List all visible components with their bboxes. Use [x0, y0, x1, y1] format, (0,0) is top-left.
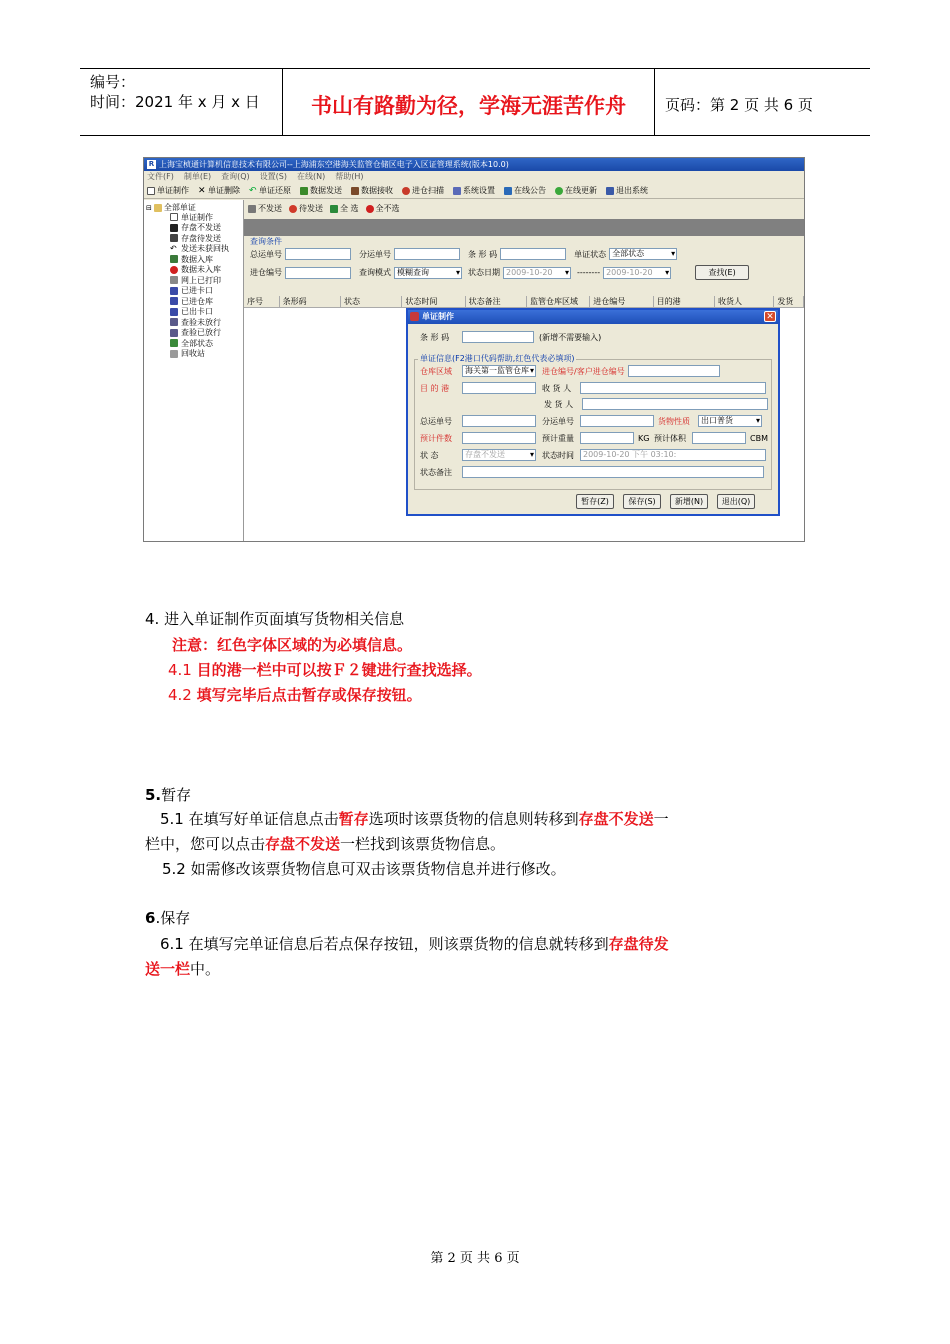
- folder-icon: [154, 204, 162, 212]
- s5-1-h: 一栏找到该票货物信息。: [340, 835, 506, 853]
- s6-1-line1: [160, 931, 669, 957]
- s6-1-b: 存盘待发: [608, 935, 669, 953]
- s5-1-line1: [160, 806, 669, 832]
- date-label: 状态日期: [468, 268, 500, 277]
- tree-item-in-gate[interactable]: [146, 286, 241, 297]
- pencil-icon: [170, 255, 178, 263]
- tb-send-button[interactable]: [300, 185, 342, 196]
- dlg-weight-unit: KG: [638, 433, 650, 443]
- dlg-row-estimates: [420, 432, 768, 444]
- tree-item-printed[interactable]: [146, 275, 241, 286]
- dlg-weight-label: 预计重量: [542, 433, 574, 443]
- tb-label: 在线更新: [565, 186, 597, 195]
- dlg-volume-input[interactable]: [692, 432, 746, 444]
- menu-settings[interactable]: 设置(S): [259, 172, 288, 181]
- close-icon[interactable]: ✕: [764, 311, 776, 322]
- gray-banner: [244, 219, 804, 236]
- tb-label: 系统设置: [463, 186, 495, 195]
- tb-label: 进仓扫描: [412, 186, 444, 195]
- s5-1-c: 选项时该票货物的信息则转移到: [368, 810, 579, 828]
- app-title: 上海宝桢通计算机信息技术有限公司--上海浦东空港海关监管仓储区电子入区证管理系统(版本10.0): [159, 160, 509, 169]
- dlg-cargo-type-label: 货物性质: [658, 416, 690, 426]
- error-icon: [170, 266, 178, 274]
- dlg-shipper-input[interactable]: [582, 398, 768, 410]
- dlg-row-status: [420, 449, 766, 461]
- pending-icon: [289, 205, 297, 213]
- tree-root[interactable]: [146, 203, 241, 212]
- col-status-time[interactable]: 状态时间: [402, 296, 465, 307]
- dlg-legend: 单证信息(F2港口代码帮助,红色代表必填项): [420, 354, 575, 363]
- tb-scan-button[interactable]: [402, 185, 444, 196]
- menu-make[interactable]: 制单(E): [183, 172, 212, 181]
- tree-item-in-warehouse[interactable]: [146, 296, 241, 307]
- col-warehouse[interactable]: 监管仓库区域: [527, 296, 590, 307]
- query-row-2: [250, 265, 749, 280]
- s4-note: [172, 632, 412, 658]
- s6-1-c: 送一栏: [145, 960, 191, 978]
- tb-label: 在线公告: [514, 186, 546, 195]
- col-in-no[interactable]: 进仓编号: [590, 296, 653, 307]
- tree-label: 查验未放行: [181, 317, 221, 327]
- dlg-in-no-label: 进仓编号/客户进仓编号: [542, 366, 625, 376]
- select-none-button[interactable]: [366, 203, 400, 214]
- dlg-status-time-label: 状态时间: [542, 450, 574, 460]
- app-screenshot: [143, 157, 805, 542]
- col-status[interactable]: 状态: [341, 296, 402, 307]
- date-to-picker[interactable]: 2009-10-20 ▾: [603, 267, 671, 279]
- date-dash: --------: [577, 268, 601, 277]
- s4-1-text: 目的港一栏中可以按Ｆ２键进行查找选择。: [196, 661, 482, 679]
- tree-label: 存盘待发送: [181, 233, 221, 243]
- tree-label: 网上已打印: [181, 275, 221, 285]
- s4-1: [168, 657, 482, 683]
- temp-save-button[interactable]: 暂存(Z): [576, 494, 614, 509]
- s4-title: 4. 进入单证制作页面填写货物相关信息: [145, 610, 405, 628]
- s6-1-d: 中。: [190, 960, 221, 978]
- tree-item-out-gate[interactable]: [146, 307, 241, 318]
- s6-num: 6: [145, 909, 156, 927]
- tb-update-button[interactable]: [555, 185, 597, 196]
- update-icon: [555, 187, 563, 195]
- menu-help[interactable]: 帮助(H): [335, 172, 364, 181]
- settings-icon: [453, 187, 461, 195]
- dialog-titlebar: [408, 310, 778, 324]
- gate-icon: [170, 287, 178, 295]
- check-icon: [330, 205, 338, 213]
- document-icon: [147, 187, 155, 195]
- mode-label: 查询模式: [359, 268, 391, 277]
- query-panel: [246, 236, 802, 292]
- send-icon: [300, 187, 308, 195]
- tree-item-inspect-hold[interactable]: [146, 317, 241, 328]
- dlg-weight-input[interactable]: [580, 432, 634, 444]
- warehouse-icon: [170, 297, 178, 305]
- total-no-label: 总运单号: [250, 249, 282, 259]
- total-no-input[interactable]: [285, 248, 351, 260]
- dlg-consignee-label: 收 货 人: [542, 383, 572, 393]
- dlg-consignee-input[interactable]: [580, 382, 766, 394]
- s5-1-d: 存盘不发送: [578, 810, 654, 828]
- find-button[interactable]: 查找(E): [695, 265, 749, 280]
- document-icon: [170, 213, 178, 221]
- tree-item-not-stored[interactable]: [146, 265, 241, 276]
- tb-label: 单证制作: [157, 186, 189, 195]
- tree-item-make[interactable]: [146, 212, 241, 223]
- grid-header: [244, 296, 804, 308]
- subbar-label: 待发送: [299, 204, 323, 213]
- tree-label: 回收站: [181, 349, 205, 359]
- col-status-remark[interactable]: 状态备注: [466, 296, 527, 307]
- dlg-sub-no-label: 分运单号: [542, 416, 574, 426]
- col-index[interactable]: 序号: [244, 296, 280, 307]
- unsend-icon: [248, 205, 256, 213]
- dlg-row-remark: [420, 466, 764, 478]
- app-menubar: [144, 171, 804, 183]
- exit-button[interactable]: 退出(Q): [717, 494, 755, 509]
- col-barcode[interactable]: 条形码: [280, 296, 341, 307]
- tree-label: 发送未获回执: [181, 244, 229, 254]
- tree-label: 单证制作: [181, 212, 213, 222]
- tree-label: 已出卡口: [181, 307, 213, 317]
- s4-2-num: 4.2: [168, 686, 192, 704]
- tree-item-saved-unsent[interactable]: [146, 223, 241, 234]
- tree-label: 存盘不发送: [181, 223, 221, 233]
- s4-1-num: 4.1: [168, 661, 192, 679]
- tree-label: 已进仓库: [181, 296, 213, 306]
- dlg-cargo-type-select[interactable]: 出口普货 ▾: [698, 415, 762, 427]
- s5-1-line2: [145, 831, 505, 857]
- dlg-port-label: 目 的 港: [420, 383, 450, 393]
- tree-label: 数据未入库: [181, 265, 221, 275]
- printer-icon: [170, 276, 178, 284]
- tb-label: 单证删除: [208, 186, 240, 195]
- s6-1-a: 6.1 在填写完单证信息后若点保存按钮，则该票货物的信息就转移到: [160, 935, 609, 953]
- tb-settings-button[interactable]: [453, 185, 495, 196]
- dlg-total-no-label: 总运单号: [420, 416, 452, 426]
- tree-root-label: 全部单证: [163, 203, 196, 212]
- page-header: [80, 68, 870, 136]
- scan-icon: [402, 187, 410, 195]
- dlg-pieces-label: 预计件数: [420, 433, 452, 443]
- dlg-barcode-row: [420, 331, 601, 343]
- notice-icon: [504, 187, 512, 195]
- dialog-title: 单证制作: [422, 312, 454, 321]
- s5-title: 暂存: [161, 786, 192, 804]
- barcode-label: 条 形 码: [468, 249, 498, 259]
- tree-label: 查验已放行: [181, 328, 221, 338]
- s5-1-f: 栏中，您可以点击: [145, 835, 266, 853]
- dlg-status-select[interactable]: 存盘不发送 ▾: [462, 449, 536, 461]
- mode-select[interactable]: 模糊查询 ▾: [394, 267, 462, 279]
- dlg-buttons: [576, 494, 755, 509]
- app-logo-icon: R: [148, 160, 155, 168]
- tree-item-inspect-released[interactable]: [146, 328, 241, 339]
- collapse-icon: ⊟: [146, 203, 152, 212]
- dlg-status-time-input[interactable]: 2009-10-20 下午 03:10:: [580, 449, 766, 461]
- s5-1-a: 5.1 在填写好单证信息点击: [160, 810, 339, 828]
- dlg-barcode-hint: (新增不需要输入): [539, 332, 602, 342]
- disk-icon: [170, 224, 178, 232]
- s6-1-line2: [145, 956, 220, 982]
- dlg-in-no-input[interactable]: [628, 365, 720, 377]
- header-meta: [80, 69, 283, 135]
- dlg-warehouse-select[interactable]: 海关第一监管仓库 ▾: [462, 365, 536, 377]
- date-from-picker[interactable]: 2009-10-20 ▾: [503, 267, 571, 279]
- app-toolbar: [144, 183, 804, 199]
- dlg-row-shipper: [544, 398, 768, 410]
- status-label: 单证状态: [574, 249, 607, 259]
- menu-online[interactable]: 在线(N): [297, 172, 326, 181]
- dlg-volume-unit: CBM: [750, 433, 768, 443]
- dlg-row-waybill: [420, 415, 762, 427]
- dlg-volume-label: 预计体积: [654, 433, 686, 443]
- dlg-warehouse-label: 仓库区域: [420, 366, 452, 376]
- menu-query[interactable]: 查询(Q): [221, 172, 250, 181]
- receive-icon: [351, 187, 359, 195]
- tree-item-no-receipt[interactable]: [146, 244, 241, 255]
- tree-label: 已进卡口: [181, 286, 213, 296]
- in-no-input[interactable]: [285, 267, 351, 279]
- dlg-row-warehouse: [420, 365, 720, 377]
- dlg-remark-label: 状态备注: [420, 467, 452, 477]
- tree-label: 数据入库: [181, 254, 213, 264]
- query-row-1: [250, 248, 677, 260]
- recycle-bin-icon: [170, 350, 178, 358]
- dlg-remark-input[interactable]: [462, 466, 764, 478]
- sub-no-input[interactable]: [394, 248, 460, 260]
- number-label: 编号：: [90, 73, 136, 91]
- tree-item-saved-pending[interactable]: [146, 233, 241, 244]
- dlg-status-label: 状 态: [420, 450, 439, 460]
- page-footer: 第 2 页 共 6 页: [430, 1251, 520, 1266]
- col-consignee[interactable]: 收货人: [715, 296, 774, 307]
- dlg-barcode-label: 条 形 码: [420, 332, 450, 342]
- col-shipper[interactable]: 发货: [774, 296, 804, 307]
- status-select[interactable]: 全部状态 ▾: [609, 248, 677, 260]
- inspect-done-icon: [170, 329, 178, 337]
- dlg-barcode-input[interactable]: [462, 331, 534, 343]
- tb-receive-button[interactable]: [351, 185, 393, 196]
- s4-2-text: 填写完毕后点击暂存或保存按钮。: [196, 686, 422, 704]
- s5-1-g: 存盘不发送: [265, 835, 341, 853]
- page-label: 页码：第 2 页 共 6 页: [665, 95, 813, 114]
- dlg-pieces-input[interactable]: [462, 432, 536, 444]
- dlg-sub-no-input[interactable]: [580, 415, 654, 427]
- undo-icon: ↶: [170, 243, 177, 253]
- save-button[interactable]: 保存(S): [623, 494, 661, 509]
- tb-label: 退出系统: [616, 186, 648, 195]
- unsend-button[interactable]: [248, 203, 282, 214]
- subbar-label: 全 选: [340, 204, 359, 213]
- tree-item-recycle[interactable]: [146, 349, 241, 360]
- dlg-total-no-input[interactable]: [462, 415, 536, 427]
- dialog-make: [406, 308, 780, 516]
- subbar-label: 不发送: [258, 204, 282, 213]
- barcode-input[interactable]: [500, 248, 566, 260]
- tb-make-button[interactable]: [147, 185, 189, 196]
- nav-tree: [144, 200, 244, 541]
- exit-icon: [606, 187, 614, 195]
- tb-label: 单证还原: [259, 186, 291, 195]
- tree-item-stored[interactable]: [146, 254, 241, 265]
- dlg-port-input[interactable]: [462, 382, 536, 394]
- undo-icon: ↶: [249, 185, 257, 196]
- select-all-button[interactable]: [330, 203, 359, 214]
- tb-label: 数据接收: [361, 186, 393, 195]
- delete-icon: ✕: [198, 185, 206, 196]
- tb-delete-button[interactable]: [198, 185, 240, 196]
- dlg-shipper-label: 发 货 人: [544, 399, 574, 409]
- new-button[interactable]: 新增(N): [670, 494, 708, 509]
- pending-send-button[interactable]: [289, 203, 323, 214]
- s5-2: 5.2 如需修改该票货物信息可双击该票货物信息并进行修改。: [162, 860, 566, 878]
- s4-2: [168, 682, 422, 708]
- tb-exit-button[interactable]: [606, 185, 648, 196]
- col-port[interactable]: 目的港: [654, 296, 715, 307]
- dlg-row-port: [420, 382, 766, 394]
- s5-1-b: 暂存: [338, 810, 369, 828]
- s5-num: 5.: [145, 786, 162, 804]
- dialog-app-icon: [410, 312, 419, 321]
- menu-file[interactable]: 文件(F): [147, 172, 174, 181]
- tb-label: 数据发送: [310, 186, 342, 195]
- s5-heading: [145, 782, 191, 808]
- subbar-label: 全不选: [375, 204, 400, 213]
- tree-item-all-status[interactable]: [146, 338, 241, 349]
- inspect-icon: [170, 318, 178, 326]
- all-status-icon: [170, 339, 178, 347]
- app-titlebar: [144, 158, 804, 171]
- tree-label: 全部状态: [181, 338, 213, 348]
- sub-no-label: 分运单号: [359, 249, 391, 259]
- tb-restore-button[interactable]: [249, 185, 291, 196]
- s5-1-e: 一: [653, 810, 669, 828]
- s4-note-text: 注意：红色字体区域的为必填信息。: [172, 636, 413, 654]
- in-no-label: 进仓编号: [250, 268, 282, 277]
- sub-toolbar: [244, 200, 804, 217]
- send-pending-icon: [170, 234, 178, 242]
- time-label: 时间：2021 年 x 月 x 日: [90, 93, 260, 111]
- s6-title: .保存: [155, 909, 191, 927]
- s6-heading: [145, 905, 190, 931]
- query-legend: 查询条件: [250, 237, 282, 246]
- gate-out-icon: [170, 308, 178, 316]
- tb-notice-button[interactable]: [504, 185, 546, 196]
- cancel-icon: [366, 205, 374, 213]
- motto: 书山有路勤为径，学海无涯苦作舟: [283, 69, 655, 135]
